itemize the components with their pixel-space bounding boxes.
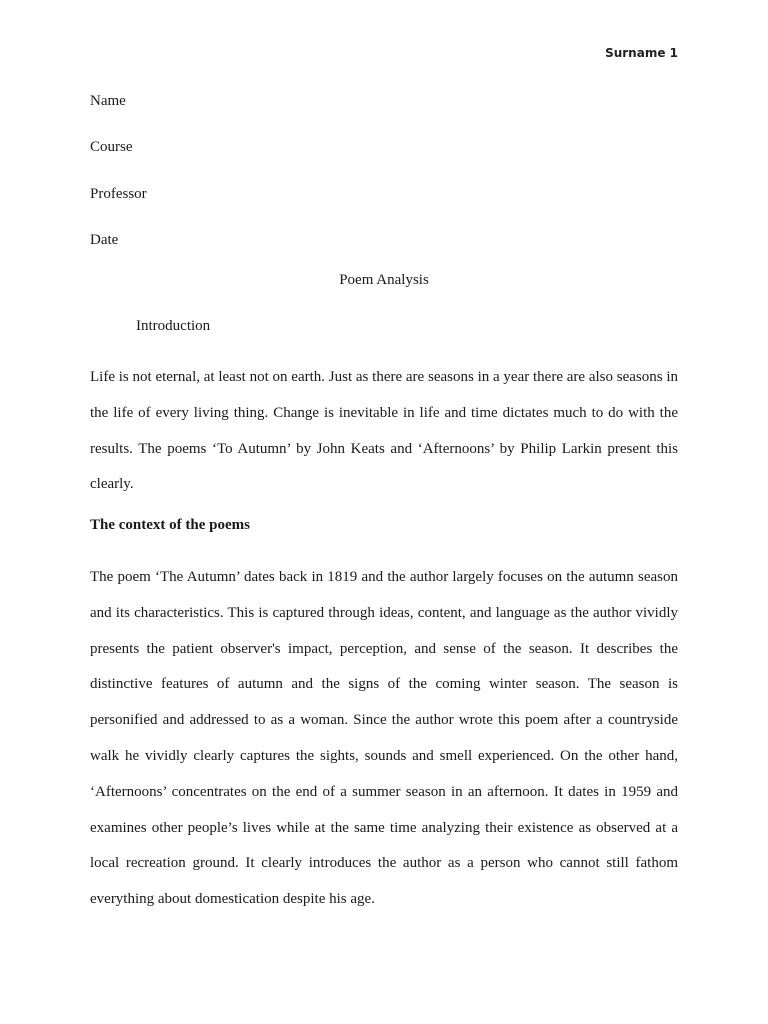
date: Date bbox=[90, 232, 119, 249]
introduction-heading: Introduction bbox=[136, 318, 211, 334]
professor-name: Professor bbox=[90, 185, 147, 202]
course-name: Course bbox=[90, 139, 133, 156]
student-name: Name bbox=[90, 93, 126, 109]
context-paragraph: The poem ‘The Autumn’ dates back in 1819 and the author largely focuses on the autumn season and its characteristics. This is captured through ideas, content, and language as the author vividly presents the patient observer's impact, perception, and sense of the season. It describes the distinctive features of autumn and the signs of the coming winter season. The season is personified and addressed to as a woman. Since the author wrote this poem after a countryside walk he vividly clearly captures the sights, sounds and smell experienced. On the other hand, ‘Afternoons’ concentrates on the end of a summer season in an afternoon. It dates in 1959 and examines other people’s lives while at the same time analyzing their existence as observed at a local recreation ground. It clearly introduces the author as a person who cannot still fathom everything about domestication despite his age. bbox=[90, 569, 678, 908]
student-info-block bbox=[90, 88, 680, 274]
document-title: Poem Analysis bbox=[339, 272, 429, 288]
introduction-paragraph: Life is not eternal, at least not on earth. Just as there are seasons in a year there are also seasons in the life of every living thing. Change is inevitable in life and time dictates much to do with the results. The poems ‘To Autumn’ by John Keats and ‘Afternoons’ by Philip Larkin present this clearly. bbox=[90, 369, 678, 493]
running-head: Surname 1 bbox=[605, 46, 678, 60]
context-heading: The context of the poems bbox=[90, 517, 250, 533]
